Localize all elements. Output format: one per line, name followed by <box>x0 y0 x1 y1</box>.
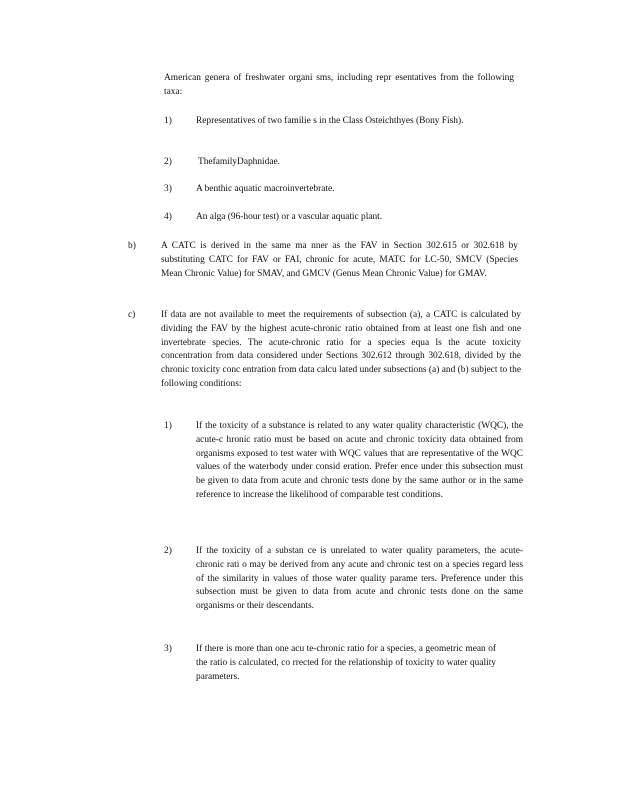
subsection-text: A CATC is derived in the same ma nner as the FAV in Section 302.615 or 302.618 by substituting CATC for FAV or FAI, chronic for acute, MATC for LC-50, SMCV (Species Mean Chronic Value) for SMAV, and GMCV (Genus Mean Chronic Value) for GMAV. <box>161 241 518 279</box>
list-item-text: An alga (96-hour test) or a vascular aquatic plant. <box>196 212 383 222</box>
condition-text: If the toxicity of a substan ce is unrelated to water quality parameters, the acute-chronic rati o may be derived from any acute and chronic test on a species regard less of the similarity in values of those water quality parame ters. Preference under this subsection must be given to data from acute and chronic tests done on the same organisms or their descendants. <box>196 546 523 612</box>
subsection-marker: b) <box>128 241 136 251</box>
condition-marker: 1) <box>164 421 172 431</box>
list-marker: 3) <box>164 184 172 194</box>
intro-paragraph: American genera of freshwater organi sms, including repr esentatives from the following taxa: <box>164 73 514 97</box>
list-item-text: ThefamilyDaphnidae. <box>198 157 280 167</box>
condition-text: If there is more than one acu te-chronic ratio for a species, a geometric mean of the ratio is calculated, co rrected for the relationship of toxicity to water quality parameters. <box>196 644 496 682</box>
list-item-text: A benthic aquatic macroinvertebrate. <box>196 184 335 194</box>
condition-marker: 2) <box>164 546 172 556</box>
subsection-text: If data are not available to meet the requirements of subsection (a), a CATC is calculated by dividing the FAV by the highest acute-chronic ratio obtained from at least one fish and one invertebrate species. The acute-chronic ratio for a species equa ls the acute toxicity concentration from data considered under Sections 302.612 through 302.618, divided by the chronic toxicity conc entration from data calcu lated under subsections (a) and (b) subject to the following conditions: <box>161 310 521 389</box>
subsection-marker: c) <box>128 310 136 320</box>
condition-text: If the toxicity of a substance is related to any water quality characteristic (WQC), the acute-c hronic ratio must be based on acute and chronic toxicity data obtained from organisms exposed to test water with WQC values that are representative of the WQC values of the waterbody under consid eration. Prefer ence under this subsection must be given to data from acute and chronic tests done by the same author or in the same reference to increase the likelihood of comparable test conditions. <box>196 421 523 500</box>
list-marker: 4) <box>164 212 172 222</box>
list-item-text: Representatives of two familie s in the Class Osteichthyes (Bony Fish). <box>196 116 464 126</box>
list-marker: 2) <box>164 157 172 167</box>
list-marker: 1) <box>164 116 172 126</box>
condition-marker: 3) <box>164 644 172 654</box>
